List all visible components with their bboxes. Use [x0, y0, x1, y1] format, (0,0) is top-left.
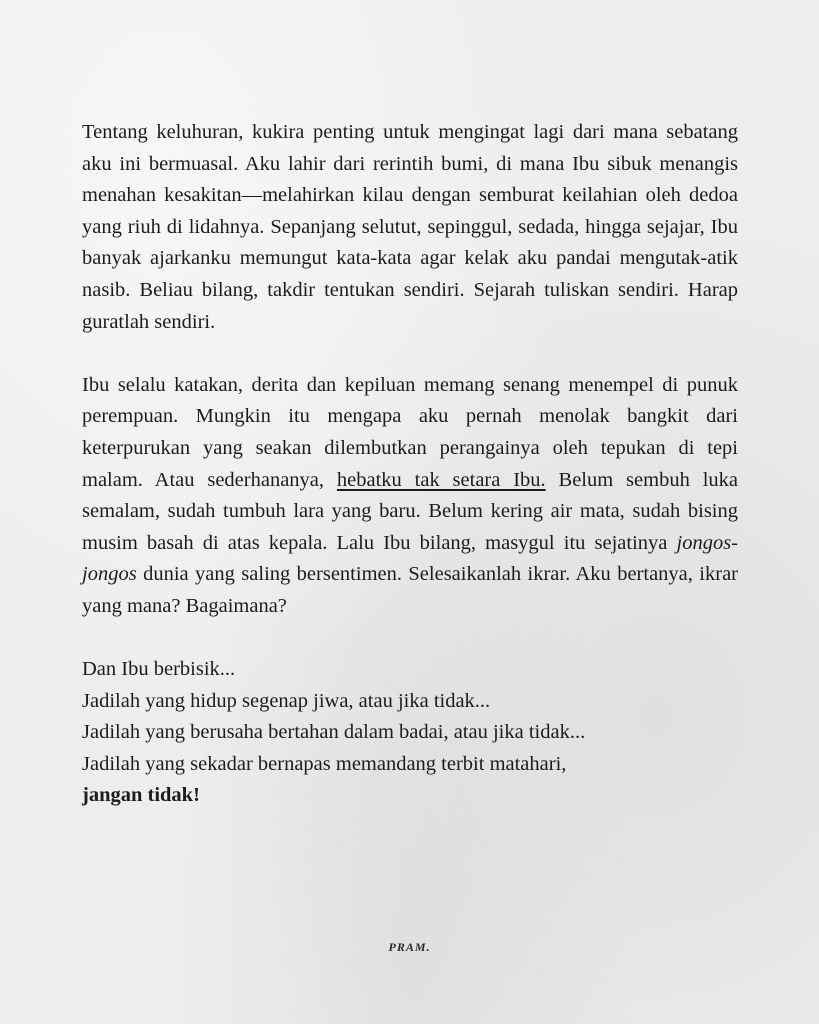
document-body: [82, 117, 738, 812]
paragraph-2: [82, 370, 738, 623]
closing-line-2: Jadilah yang hidup segenap jiwa, atau jika tidak...: [82, 689, 491, 712]
italic-phrase: jongos-jongos: [82, 531, 738, 586]
paragraph-2-text-b: Belum sembuh luka semalam, sudah tumbuh lara yang baru. Belum kering air mata, sudah bising musim basah di atas kepala. Lalu Ibu bilang, masygul itu sejatinya: [82, 468, 738, 554]
closing-line-3: Jadilah yang berusaha bertahan dalam badai, atau jika tidak...: [82, 721, 586, 744]
underlined-phrase: hebatku tak setara Ibu.: [336, 468, 546, 491]
closing-verse: [82, 654, 738, 812]
paragraph-1: Tentang keluhuran, kukira penting untuk mengingat lagi dari mana sebatang aku ini bermuasal. Aku lahir dari rerintih bumi, di mana Ibu sibuk menangis menahan kesakitan—melahirkan kilau dengan semburat keilahian oleh dedoa yang riuh di lidahnya. Sepanjang selutut, sepinggul, sedada, hingga sejajar, Ibu banyak ajarkanku memungut kata-kata agar kelak aku pandai mengutak-atik nasib. Beliau bilang, takdir tentukan sendiri. Sejarah tuliskan sendiri. Harap guratlah sendiri.: [82, 121, 738, 333]
paragraph-2-text-a: Ibu selalu katakan, derita dan kepiluan memang senang menempel di punuk perempuan. Mungkin itu mengapa aku pernah menolak bangkit dari keterpurukan yang seakan dilembutkan perangainya oleh tepukan di tepi malam. Atau sederhananya,: [82, 373, 738, 491]
closing-line-1: Dan Ibu berbisik...: [82, 658, 236, 681]
signature: PRAM.: [388, 940, 431, 954]
closing-line-5: jangan tidak!: [82, 784, 200, 807]
closing-line-4: Jadilah yang sekadar bernapas memandang terbit matahari,: [82, 752, 567, 775]
paragraph-2-text-c: dunia yang saling bersentimen. Selesaikanlah ikrar. Aku bertanya, ikrar yang mana? Bagaimana?: [82, 563, 738, 617]
